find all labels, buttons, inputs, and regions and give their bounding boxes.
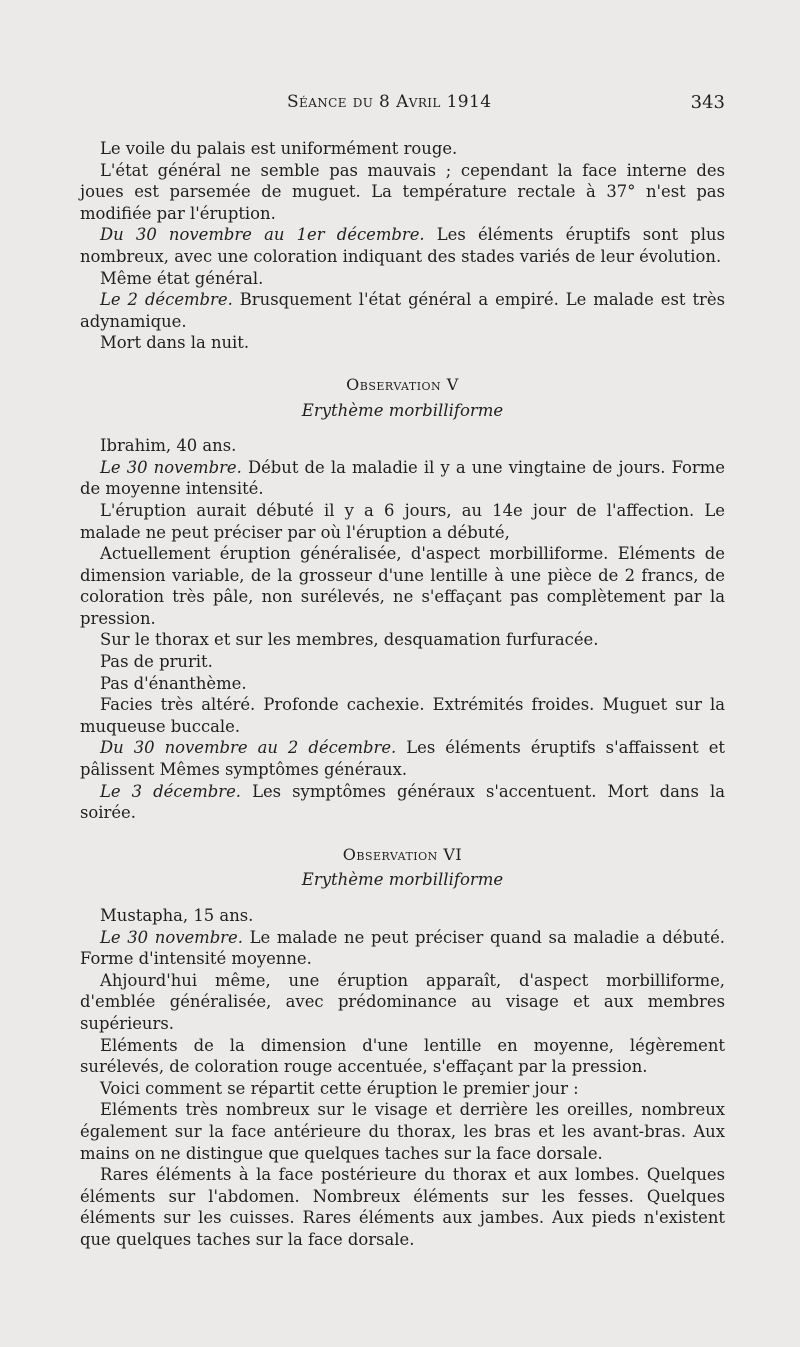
date-heading: Le 3 décembre. — [100, 781, 242, 801]
paragraph — [80, 457, 725, 500]
observation-subtitle: Erythème morbilliforme — [301, 400, 504, 420]
date-heading: Le 30 novembre. — [100, 457, 242, 477]
paragraph-text: Les symptômes généraux s'accentuent. Mort dans la soirée. — [80, 781, 725, 823]
paragraph: Ahjourd'hui même, une éruption apparaît, d'aspect morbilliforme, d'emblée généralisée, avec prédominance au visage et aux membres supérieurs. — [80, 970, 725, 1033]
header-title: Séance du 8 Avril 1914 — [287, 92, 492, 112]
paragraph — [80, 289, 725, 332]
running-header — [80, 92, 725, 116]
observation-title: Observation V — [346, 374, 459, 394]
paragraph-text: Les éléments éruptifs s'affaissent et pâlissent Mêmes symptômes généraux. — [80, 738, 725, 780]
paragraph: Même état général. — [100, 268, 264, 288]
paragraph-text: Les éléments éruptifs sont plus nombreux, avec une coloration indiquant des stades variés de leur évolution. — [80, 225, 726, 266]
date-heading: Du 30 novembre au 2 décembre. — [100, 738, 397, 758]
paragraph: Pas de prurit. — [100, 652, 213, 672]
paragraph: Facies très altéré. Profonde cachexie. Extrémités froides. Muguet sur la muqueuse buccale. — [80, 695, 725, 736]
paragraph: Pas d'énanthème. — [100, 673, 247, 693]
paragraph — [80, 781, 725, 824]
paragraph: Rares éléments à la face postérieure du thorax et aux lombes. Quelques éléments sur l'abdomen. Nombreux éléments sur les fesses. Quelques éléments sur les cuisses. Rares éléments aux jambes. Aux pieds n'existent que quelques taches sur la face dorsale. — [80, 1165, 725, 1249]
paragraph: Ibrahim, 40 ans. — [100, 436, 237, 456]
observation-title: Observation VI — [342, 844, 463, 864]
paragraph: Eléments de la dimension d'une lentille en moyenne, légèrement surélevés, de coloration rouge accentuée, s'effaçant par la pression. — [80, 1035, 725, 1077]
paragraph-text: Le malade ne peut préciser quand sa maladie a débuté. Forme d'intensité moyenne. — [80, 927, 725, 969]
paragraph — [80, 927, 725, 970]
paragraph-text: Brusquement l'état général a empiré. Le malade est très adynamique. — [80, 290, 725, 331]
paragraph: Mort dans la nuit. — [100, 333, 250, 353]
date-heading: Du 30 novembre au 1er décembre. — [100, 225, 425, 245]
paragraph — [80, 737, 725, 780]
paragraph: L'état général ne semble pas mauvais ; cependant la face interne des joues est parsemée de muguet. La température rectale à 37° n'est pas modifiée par l'éruption. — [80, 160, 725, 223]
observation-subtitle: Erythème morbilliforme — [301, 870, 504, 890]
page-number: 343 — [690, 92, 725, 113]
paragraph: Actuellement éruption généralisée, d'aspect morbilliforme. Eléments de dimension variable, de la grosseur d'une lentille à une pièce de 2 francs, de coloration très pâle, non surélevés, ne s'effaçant pas complètement par la pression. — [80, 544, 725, 628]
paragraph: L'éruption aurait débuté il y a 6 jours, au 14e jour de l'affection. Le malade ne peut préciser par où l'éruption a débuté, — [80, 500, 725, 542]
paragraph: Eléments très nombreux sur le visage et derrière les oreilles, nombreux également sur la face antérieure du thorax, les bras et les avant-bras. Aux mains on ne distingue que quelques taches sur la face dorsale. — [80, 1100, 725, 1163]
paragraph: Mustapha, 15 ans. — [100, 906, 254, 925]
date-heading: Le 2 décembre. — [100, 290, 233, 310]
paragraph: Le voile du palais est uniformément rouge. — [100, 139, 458, 158]
date-heading: Le 30 novembre. — [100, 927, 243, 947]
paragraph — [80, 224, 725, 267]
paragraph-text: Début de la maladie il y a une vingtaine de jours. Forme de moyenne intensité. — [80, 457, 725, 499]
body-text — [80, 138, 725, 1251]
paragraph: Voici comment se répartit cette éruption le premier jour : — [100, 1078, 579, 1098]
paragraph: Sur le thorax et sur les membres, desquamation furfuracée. — [100, 630, 599, 650]
